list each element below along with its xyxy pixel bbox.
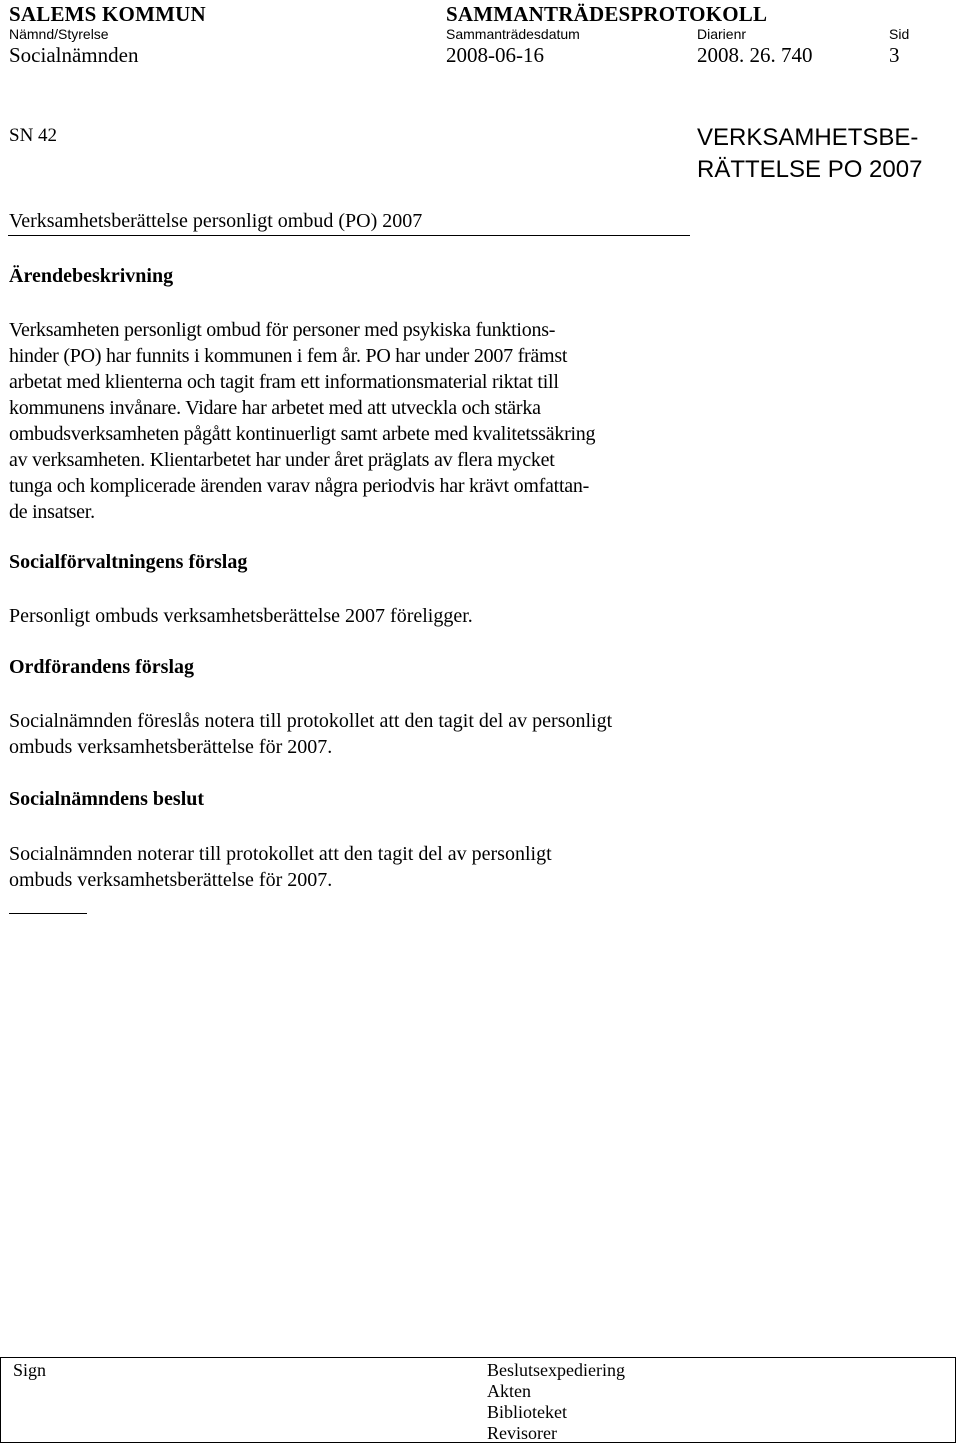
description-line: de insatser.: [9, 501, 95, 523]
description-heading: Ärendebeskrivning: [9, 265, 174, 287]
administration-proposal-text: Personligt ombuds verksamhetsberättelse 2007 föreligger.: [9, 605, 473, 627]
decision-line: Socialnämnden noterar till protokollet att den tagit del av personligt: [9, 843, 552, 865]
distribution-item: Beslutsexpediering: [487, 1360, 625, 1380]
distribution-item: Revisorer: [487, 1423, 557, 1443]
sign-label: Sign: [13, 1360, 47, 1380]
decision-line: ombuds verksamhetsberättelse för 2007.: [9, 869, 333, 891]
case-subject: Verksamhetsberättelse personligt ombud (PO) 2007: [9, 210, 423, 232]
chair-proposal-heading: Ordförandens förslag: [9, 656, 194, 678]
footer-box: [0, 1357, 956, 1443]
distribution-item: Akten: [487, 1381, 531, 1401]
description-line: av verksamheten. Klientarbetet har under året präglats av flera mycket: [9, 449, 555, 471]
description-line: kommunens invånare. Vidare har arbetet med att utveckla och stärka: [9, 397, 541, 419]
board-value: Socialnämnden: [9, 43, 139, 67]
case-number-text: SN 42: [9, 125, 58, 146]
description-line: arbetat med klienterna och tagit fram ett informationsmaterial riktat till: [9, 371, 559, 393]
distribution-list: [487, 1360, 625, 1444]
case-right-title-line1: VERKSAMHETSBE-: [697, 124, 919, 151]
chair-proposal-paragraph: [9, 708, 612, 760]
label-meeting-date: Sammanträdesdatum: [446, 26, 580, 42]
description-line: Verksamheten personligt ombud för personer med psykiska funktions-: [9, 319, 556, 341]
chair-proposal-line: ombuds verksamhetsberättelse för 2007.: [9, 736, 333, 758]
decision-heading: Socialnämndens beslut: [9, 788, 205, 810]
end-separator: [9, 913, 87, 914]
diary-number-value: 2008. 26. 740: [697, 43, 813, 67]
label-page: Sid: [889, 26, 910, 42]
subject-underline: [8, 235, 690, 236]
document-type: SAMMANTRÄDESPROTOKOLL: [446, 2, 768, 26]
case-right-title: [697, 122, 922, 186]
page-number-value: 3: [889, 43, 900, 67]
label-diary-number: Diarienr: [697, 26, 747, 42]
decision-paragraph: [9, 841, 552, 893]
description-line: tunga och komplicerade ärenden varav några periodvis har krävt omfattan-: [9, 475, 590, 497]
organization-name: SALEMS KOMMUN: [9, 2, 206, 26]
chair-proposal-line: Socialnämnden föreslås notera till protokollet att den tagit del av personligt: [9, 710, 613, 732]
meeting-date-value: 2008-06-16: [446, 43, 544, 67]
case-right-title-line2: RÄTTELSE PO 2007: [697, 156, 923, 183]
label-board: Nämnd/Styrelse: [9, 26, 109, 42]
description-paragraph: [9, 317, 699, 525]
distribution-item: Biblioteket: [487, 1402, 567, 1422]
administration-proposal-heading: Socialförvaltningens förslag: [9, 551, 248, 573]
description-line: hinder (PO) har funnits i kommunen i fem år. PO har under 2007 främst: [9, 345, 568, 367]
description-line: ombudsverksamheten pågått kontinuerligt samt arbete med kvalitetssäkring: [9, 423, 596, 445]
case-number: [9, 125, 57, 147]
